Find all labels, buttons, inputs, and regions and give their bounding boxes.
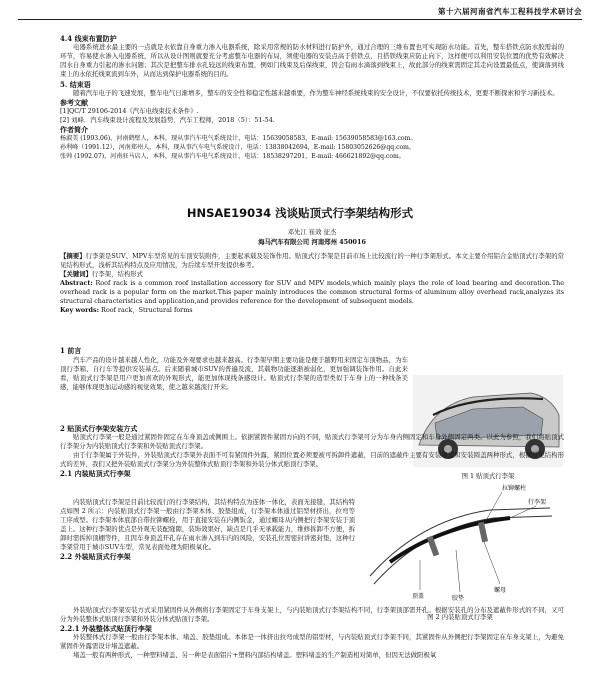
figure-1-caption: 图 1 贴顶式行李架 — [461, 472, 515, 480]
article-author: 邓先江 崔效 征杰 — [287, 228, 337, 236]
article-title: HNSAE19034 浅谈贴顶式行李架结构形式 — [186, 206, 414, 220]
previous-article-tail — [60, 34, 564, 161]
abstract-en-label: Abstract: — [60, 279, 93, 287]
abstract-cn: 行李架是SUV、MPV车型常见的车顶安装附件，主要起承载及装饰作用。贴顶式行李架是目前市场上比较流行的一种行李架形式。本文主要介绍铝合金贴顶式行李架的常见结构形式，浅析其结构特点及应用情况，为后续车型开发提供参考。 — [60, 252, 565, 269]
section-heading-4-4: 4.4 线束布置防护 — [60, 34, 117, 43]
header-rule — [18, 19, 582, 20]
reference-item: [2] 刘峰．汽车线束设计流程及发展趋势．汽车工程师，2018（5）：51-54. — [60, 116, 275, 124]
author-intro-item: 杨淑美 (1993.06)，河南鹤壁人，本科，现从事汽车电气系统设计，电话：15639058583，E-mail: 15639058583@163.com。 — [60, 135, 417, 142]
author-intro-item: 孙利峰（1991.12），河南郑州人，本科，现从事汽车电气系统设计，电话：13838042694，E-mail: 15803052626@qq.com。 — [60, 144, 416, 151]
keywords-cn-label: 【关键词】 — [60, 270, 92, 278]
section-heading-2: 2 贴顶式行李架安装方式 — [60, 424, 138, 433]
section-body-last-line: 堵盖一般有两种形式，一种塑料堵盖、另一种是表面铝片+塑料内部结构堵盖。塑料堵盖的生产制造相对简单，但因无法做阳极氧 — [73, 651, 437, 659]
section-heading-1: 1 前言 — [60, 346, 82, 355]
section-heading-2-1: 2.1 内装贴顶式行李架 — [60, 469, 131, 478]
figure-2-image — [360, 480, 560, 608]
section-2-2-block — [60, 606, 564, 660]
section-1-heading — [60, 346, 564, 355]
section-1-body-wrap — [60, 356, 408, 392]
section-body-1: 汽车产品的设计越来越人性化，功能及外观要求也越来越高。行李架早期主要功能是便于越野用来固定车顶物品，为车顶行李箱、自行车等提供安装基点。后来随着城市SUV的普遍及流，其载物功能逐渐被弱化，更加强调装饰作用。自此来看，贴顶式行李架是用户更加喜欢的外观形式，能更加体现线条感设计。贴顶式行李架的造型类似于车身上的一种线条美感，能够体现更加运动感的视觉效果，使之越来越流行开来。 — [60, 356, 408, 391]
keywords-en: Roof rack，Structural forms — [101, 306, 193, 314]
reference-item: [1]QC/T 29106-2014《汽车电线束技术条件》. — [60, 107, 199, 115]
section-body-4-4: 电器系统进水最主要的一点就是水依靠自身重力渗入电器系统，除采用常规的防水材料进行防护外，通过合理的三维布置也可实现防水功能。首先，整车搭铁点防水胶需弱的环节，容易使水渗入电器系统，所以从设计图则就要充分考虑整车电器的布局，须使电器的安装点高于搭铁点，且搭铁线束应防止向下，这样便可以利用安装位置的优势有效解决因水自身重力引起的渗水问题；其次是把整车排水孔较远的线束布置，例如门线束及后保线束，因会有雨水滴落到线束上，故此部分的线束需固定其走向设置最低点，使滴落到线束上的水依托线束流到车外，从而达到保护电器系统的目的。 — [60, 43, 564, 78]
figure-2-label: 胶垫 — [452, 595, 465, 602]
section-heading-2-2-1: 2.2.1 外装整体式贴顶行李架 — [60, 624, 152, 633]
section-heading-5: 5. 结束语 — [60, 80, 91, 89]
running-header: 第十六届河南省汽车工程科技学术研讨会 — [438, 7, 582, 16]
section-body-2a: 贴顶式行李架一般是通过紧固件固定在车身顶盖或侧围上。依据紧固件紧固方向的不同，贴顶式行李架可分为车身内侧固定和车身外侧固定两类。以此为参照，我们将贴顶式行李架分为内装贴顶式行李架和外装贴顶式行李架。 — [60, 433, 564, 450]
abstract-cn-label: 【摘要】 — [60, 252, 86, 260]
figure-2-label: 行李架 — [528, 499, 547, 506]
section-body-2b: 由于行李架属于外装件，外装贴顶式行李架外表面不可有紧固件外露，紧固位置必须要被可拆卸件遮蔽，目前的遮蔽件主要有安装堵盖和安装圆盖两种形式，根据常见结构形式的差异，我们又把外装贴顶式行李架分为外装整体式贴顶行李架和外装分体式贴顶行李架。 — [60, 451, 564, 468]
section-2-block — [60, 424, 564, 478]
abstract-block — [60, 252, 564, 315]
article-affiliation: 海马汽车有限公司 河南郑州 450016 — [258, 238, 366, 246]
section-2-1-body-wrap — [60, 498, 355, 561]
figure-2-caption: 图 2 内装贴顶式行李架 — [427, 613, 493, 621]
abstract-en: Roof rack is a common roof installation accessory for SUV and MPV models,which mainly plays the role of load bearing and decoration.The overhead rack is a popular form on the market.This paper mainly introduces the common structural forms of aluminum alloy overhead rack,analyzes its structural characteristics and application,and provides reference for the development of subsequent models. — [60, 279, 564, 305]
section-heading-2-2: 2.2 外装贴顶式行李架 — [60, 552, 131, 561]
references-heading: 参考文献 — [60, 98, 88, 107]
keywords-en-label: Key words: — [60, 306, 99, 314]
author-intro-item: 张帅 (1992.07)，河南驻马店人，本科，现从事汽车电气系统设计，电话：18538297291，E-mail: 466621892@qq.com。 — [60, 153, 405, 160]
section-body-2-2-1: 外装整体式行李架一般由行李架本体、堵盖、胶垫组成。本体是一体挤出拉弯成型的铝型材，与内装贴顶式行李架不同，其紧固件从外侧把行李架固定在车身支架上，为避免紧固件外露需设计堵盖遮蔽。 — [60, 633, 564, 650]
section-body-2-1: 内装贴顶式行李架是目前比较流行的行李架结构，其结构特点为连体一体化，表面无接缝，其结构特点如图 2 所示：内装贴顶式行李架一般由行李架本体、胶垫组成，行李架本体通过铝型材挤出，拉弯等工序成型。行李架本体底部自带拉铆螺栓，用于直接安装在内侧钣金，通过螺母从内侧把行李架安装于顶盖上。这种行李架的优点是外观无装配缝隙，装饰效果好，缺点是几乎无承载能力，维修拆卸不方便，拆卸时需拆掉顶棚等件，且因车身顶盖开孔存在雨水渗入到车内的风险，安装孔位需密封讲密封垫，这种行李架常用于城市SUV车型，常见表面处理为阳极氧化。 — [60, 498, 355, 551]
figure-2-label: 螺母 — [494, 587, 507, 594]
figure-2-label: 顶盖 — [412, 593, 425, 600]
keywords-cn: 行李架，结构形式 — [91, 270, 144, 278]
section-body-2-2: 外装贴顶式行李架安装方式采用紧固件从外侧将行李架固定于车身支架上，与内装贴顶式行李架结构不同，行李架顶部需开孔。根据安装孔的分布及遮蔽件形式的不同，又可分为外装整体式贴顶行李架和外装分体式贴顶行李架。 — [60, 606, 564, 623]
section-body-5: 随着汽车电子的飞速发展，整车电气日渐增多，整车的安全性和稳定性越来越重要，作为整车神经系统线束的安全设计，不仅要依托传统技术，更要不断探索和学习新技术。 — [73, 89, 559, 97]
figure-2 — [360, 480, 560, 620]
author-intro-heading: 作者简介 — [60, 125, 88, 134]
figure-2-label: 拉铆螺柱 — [502, 485, 527, 492]
